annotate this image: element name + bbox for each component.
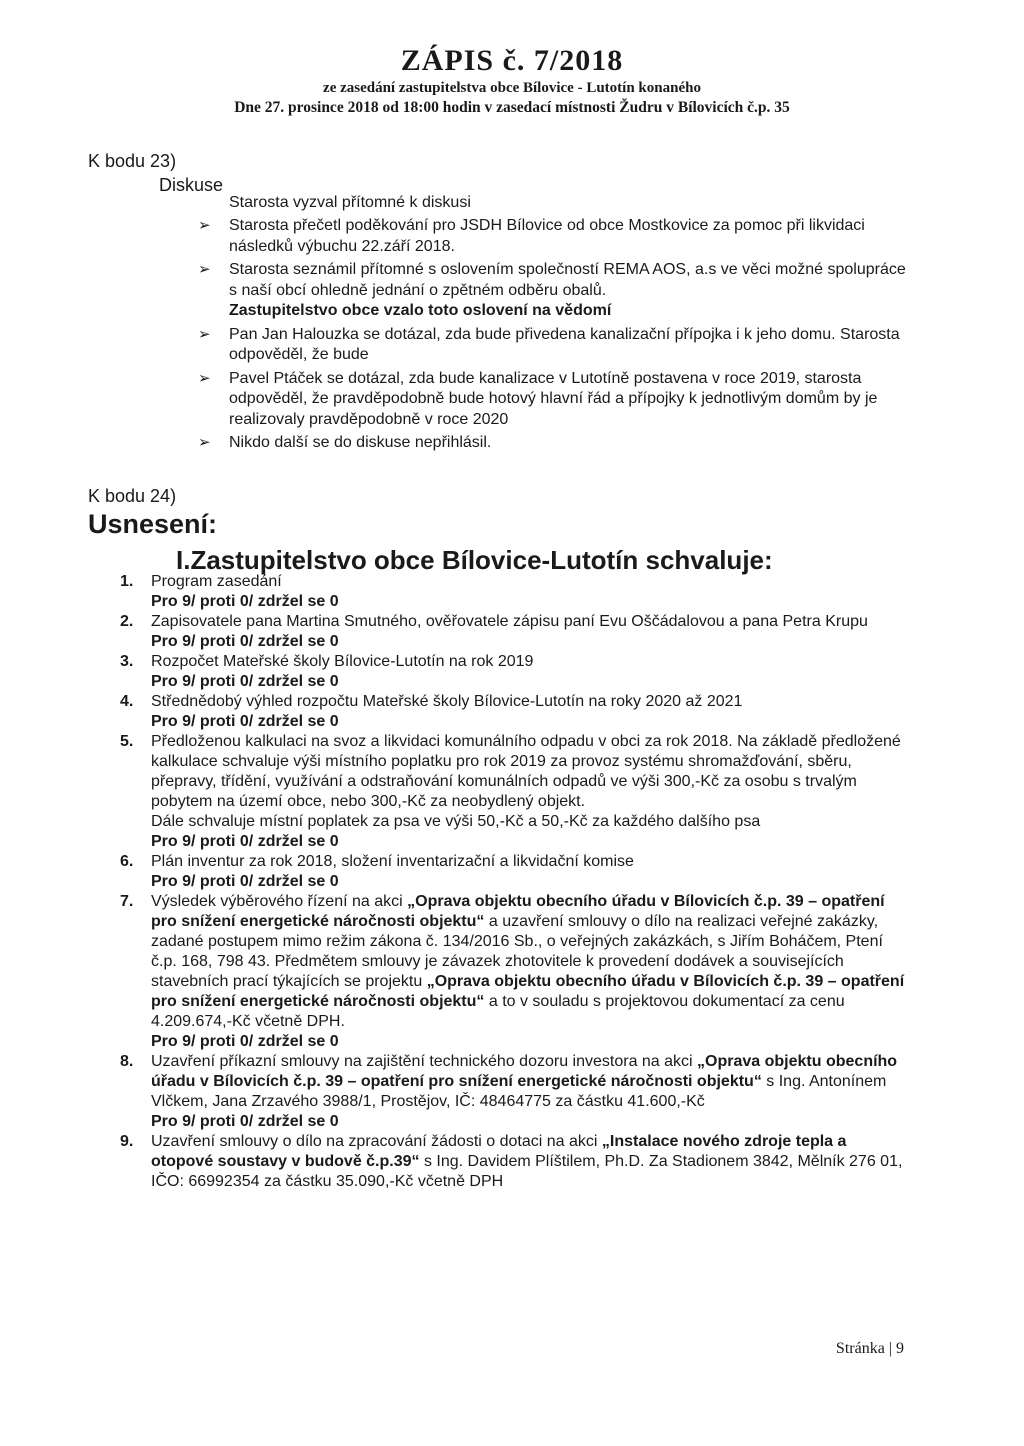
item-number: 8. <box>120 1053 134 1070</box>
resolution-extra-text: Dále schvaluje místní poplatek za psa ve výši 50,-Kč a 50,-Kč za každého dalšího psa <box>151 813 761 830</box>
vote-result: Pro 9/ proti 0/ zdržel se 0 <box>151 713 339 730</box>
text-part: a to v souladu s projektovou dokumentací za cenu 4.209.674,-Kč včetně DPH. <box>151 993 845 1030</box>
vote-result: Pro 9/ proti 0/ zdržel se 0 <box>151 1033 339 1050</box>
item-number: 9. <box>120 1133 134 1150</box>
text-part: Uzavření smlouvy o dílo na zpracování žádosti o dotaci na akci <box>151 1133 602 1150</box>
item-number: 3. <box>120 653 134 670</box>
text-part: Uzavření příkazní smlouvy na zajištění technického dozoru investora na akci <box>151 1053 698 1070</box>
bullet-arrow-icon: ➢ <box>198 434 211 451</box>
list-item <box>120 612 910 652</box>
resolution-text <box>151 1132 910 1192</box>
item-number: 1. <box>120 573 134 590</box>
document-header <box>0 44 1024 118</box>
project-name: „Oprava objektu obecního úřadu v Bílovicích č.p. 39 – opatření pro snížení energetické náročnosti objektu“ <box>151 973 905 1010</box>
list-item <box>120 1052 910 1132</box>
bullet-arrow-icon: ➢ <box>198 325 211 343</box>
discussion-text: Starosta přečetl poděkování pro JSDH Bílovice od obce Mostkovice za pomoc při likvidaci následků výbuchu 22.září 2018. <box>229 217 865 255</box>
bullet-arrow-icon: ➢ <box>198 261 211 278</box>
discussion-list <box>198 216 918 457</box>
resolution-text: Předloženou kalkulaci na svoz a likvidaci komunálního odpadu v obci za rok 2018. Na základě předložené kalkulace schvaluje výši místního poplatku pro rok 2019 za provoz systému shromažďování, sběru, přepravy, třídění, využívání a odstraňování komunálních odpadů ve výši 300,-Kč za osobu s trvalým pobytem na území obce, nebo 300,-Kč za neobydlený objekt. <box>151 733 901 810</box>
discussion-text: Nikdo další se do diskuse nepřihlásil. <box>229 434 492 451</box>
discussion-text: Pan Jan Halouzka se dotázal, zda bude přivedena kanalizační přípojka i k jeho domu. Starosta odpověděl, že bude <box>229 325 900 363</box>
document-title: ZÁPIS č. 7/2018 <box>400 44 624 77</box>
list-item <box>120 692 910 732</box>
vote-result: Pro 9/ proti 0/ zdržel se 0 <box>151 673 339 690</box>
discussion-text: Starosta seznámil přítomné s oslovením společností REMA AOS, a.s ve věci možné spolupráce s naší obcí ohledně jednání o zpětném odběru obalů. <box>229 261 906 299</box>
vote-result: Pro 9/ proti 0/ zdržel se 0 <box>151 873 339 890</box>
list-item <box>120 892 910 1052</box>
vote-result: Pro 9/ proti 0/ zdržel se 0 <box>151 833 339 850</box>
list-item <box>198 433 918 454</box>
item-number: 2. <box>120 613 134 630</box>
list-item <box>198 369 918 431</box>
section-23-label: K bodu 23) <box>88 151 177 171</box>
resolution-heading: Usnesení: <box>88 509 218 539</box>
bullet-arrow-icon: ➢ <box>198 217 211 234</box>
item-number: 7. <box>120 893 134 910</box>
list-item <box>120 652 910 692</box>
resolution-list <box>120 572 910 1192</box>
resolution-text: Zapisovatele pana Martina Smutného, ověřovatele zápisu paní Evu Oščádalovou a pana Petra Krupu <box>151 613 868 630</box>
section-24-label: K bodu 24) <box>88 486 177 506</box>
resolution-text: Střednědobý výhled rozpočtu Mateřské školy Bílovice-Lutotín na roky 2020 až 2021 <box>151 693 743 710</box>
list-item <box>120 572 910 612</box>
resolution-text <box>151 892 910 1032</box>
page-number: Stránka | 9 <box>835 1340 904 1357</box>
list-item <box>198 325 918 366</box>
item-number: 5. <box>120 733 134 750</box>
section-23-intro: Starosta vyzval přítomné k diskusi <box>229 194 471 211</box>
list-item <box>198 216 918 257</box>
project-name: „Oprava objektu obecního úřadu v Bílovicích č.p. 39 – opatření pro snížení energetické náročnosti objektu“ <box>151 1053 898 1090</box>
resolution-text <box>151 1052 910 1112</box>
discussion-note: Zastupitelstvo obce vzalo toto oslovení na vědomí <box>229 302 612 319</box>
project-name: „Oprava objektu obecního úřadu v Bílovicích č.p. 39 – opatření pro snížení energetické náročnosti objektu“ <box>151 893 885 930</box>
item-number: 4. <box>120 693 134 710</box>
resolution-text: Plán inventur za rok 2018, složení inventarizační a likvidační komise <box>151 853 634 870</box>
text-part: Výsledek výběrového řízení na akci <box>151 893 408 910</box>
resolution-text: Program zasedání <box>151 573 282 590</box>
vote-result: Pro 9/ proti 0/ zdržel se 0 <box>151 593 339 610</box>
list-item <box>120 732 910 852</box>
resolution-text: Rozpočet Mateřské školy Bílovice-Lutotín na rok 2019 <box>151 653 534 670</box>
vote-result: Pro 9/ proti 0/ zdržel se 0 <box>151 633 339 650</box>
section-23-title: Diskuse <box>159 175 224 195</box>
text-part: s Ing. Davidem Plíštilem, Ph.D. Za Stadionem 3842, Mělník 276 01, IČO: 66992354 za částku 35.090,-Kč včetně DPH <box>151 1153 903 1190</box>
text-part: s Ing. Antonínem Vlčkem, Jana Zrzavého 3988/1, Prostějov, IČ: 48464775 za částku 41.600,-Kč <box>151 1073 887 1110</box>
project-name: „Instalace nového zdroje tepla a otopové soustavy v budově č.p.39“ <box>151 1133 847 1170</box>
discussion-text: Pavel Ptáček se dotázal, zda bude kanalizace v Lutotíně postavena v roce 2019, starosta odpověděl, že pravděpodobně bude hotový hlavní řád a přípojky k jednotlivým domům by je realizovaly pravděpodobně v roce 2020 <box>229 369 878 428</box>
document-date-line: Dne 27. prosince 2018 od 18:00 hodin v zasedací místnosti Žudru v Bílovicích č.p. 35 <box>234 99 790 116</box>
resolution-approve-heading: I.Zastupitelstvo obce Bílovice-Lutotín schvaluje: <box>176 545 773 575</box>
document-subtitle: ze zasedání zastupitelstva obce Bílovice - Lutotín konaného <box>323 80 701 96</box>
vote-result: Pro 9/ proti 0/ zdržel se 0 <box>151 1113 339 1130</box>
list-item <box>120 1132 910 1192</box>
item-number: 6. <box>120 853 134 870</box>
bullet-arrow-icon: ➢ <box>198 369 211 387</box>
list-item <box>120 852 910 892</box>
text-part: a uzavření smlouvy o dílo na realizaci veřejné zakázky, zadané postupem mimo režim zákona č. 134/2016 Sb., o veřejných zakázkách, s Jiřím Boháčem, Ptení č.p. 168, 798 43. Předmětem smlouvy je závazek zhotovitele k provedení dodávek a souvisejících stavebních prací týkajících se projektu <box>151 913 883 990</box>
list-item <box>198 260 918 322</box>
